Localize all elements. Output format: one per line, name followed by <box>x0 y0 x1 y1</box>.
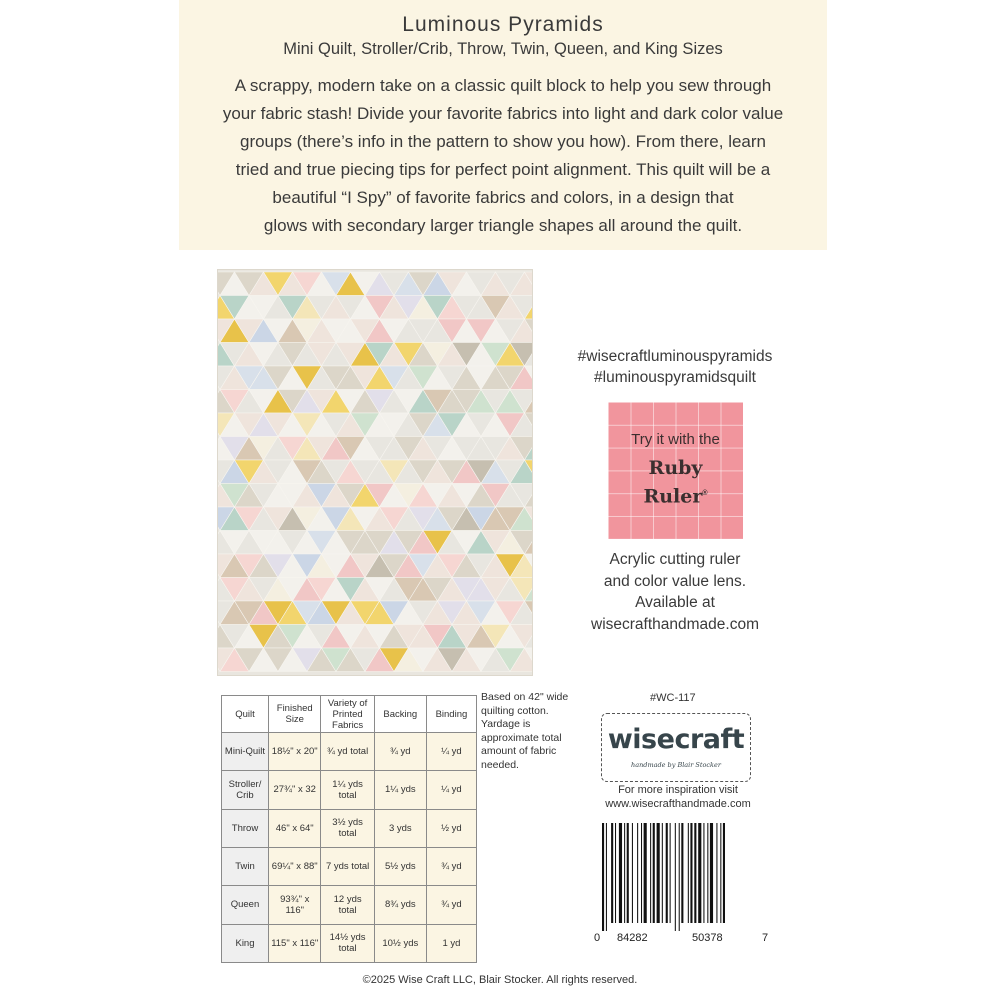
table-cell: 14½ yds total <box>321 924 374 962</box>
barcode-bar <box>602 823 604 931</box>
copyright: ©2025 Wise Craft LLC, Blair Stocker. All rights reserved. <box>362 974 638 986</box>
barcode-bar <box>688 823 689 923</box>
barcode-bar <box>650 823 651 923</box>
inspiration-text <box>582 784 774 811</box>
barcode-digit: 50378 <box>692 932 723 944</box>
wisecraft-logo <box>601 713 751 782</box>
column-header: Variety of Printed Fabrics <box>321 696 374 733</box>
table-cell: 27¾" x 32 <box>268 771 320 809</box>
barcode-bar <box>707 823 708 923</box>
table-cell: Twin <box>222 847 269 885</box>
ruler-description <box>555 549 795 635</box>
table-row <box>222 886 477 924</box>
description-line: A scrappy, modern take on a classic quilt block to help you sew through <box>234 76 772 95</box>
barcode-bar <box>653 823 655 923</box>
barcode-bar <box>703 823 704 923</box>
barcode-bar <box>611 823 613 923</box>
column-header: Quilt <box>222 696 269 733</box>
ruler-description-line: wisecrafthandmade.com <box>591 615 759 633</box>
yardage-note: Based on 42" wide quilting cotton. Yardage is approximate total amount of fabric needed. <box>481 691 569 771</box>
table-cell: 18½" x 20" <box>268 733 320 771</box>
column-header: Backing <box>374 696 426 733</box>
barcode-digit: 84282 <box>617 932 648 944</box>
table-cell: ¾ yd total <box>321 733 374 771</box>
description-line: glows with secondary larger triangle shapes all around the quilt. <box>263 216 743 235</box>
inspiration-line: For more inspiration visit <box>618 784 738 796</box>
table-cell: 3 yds <box>374 809 426 847</box>
barcode-digit: 0 <box>594 932 601 944</box>
pattern-header <box>179 0 827 250</box>
ruler-description-line: Acrylic cutting ruler <box>609 551 741 568</box>
barcode-bar <box>606 823 607 931</box>
ruby-ruler-image <box>608 402 743 539</box>
registered-mark: ® <box>702 490 708 497</box>
barcode-bar <box>662 823 663 923</box>
table-cell: 115" x 116" <box>268 924 320 962</box>
table-cell: ¼ yd <box>426 771 476 809</box>
barcode-bar <box>670 823 671 923</box>
column-header: Binding <box>426 696 476 733</box>
sku-label: #WC-117 <box>650 692 696 704</box>
barcode-bar <box>690 823 692 923</box>
table-cell: ¾ yd <box>374 733 426 771</box>
ruler-name <box>608 456 743 509</box>
barcode-digit: 7 <box>762 932 769 944</box>
page-subtitle: Mini Quilt, Stroller/Crib, Throw, Twin, Queen, and King Sizes <box>283 40 723 58</box>
barcode <box>590 821 775 946</box>
table-cell: ¼ yd <box>426 733 476 771</box>
table-cell: Queen <box>222 886 269 924</box>
barcode-bar <box>675 823 676 931</box>
table-cell: Throw <box>222 809 269 847</box>
barcode-bars <box>602 823 725 931</box>
logo-tagline: handmade by Blair Stocker <box>631 761 721 769</box>
table-cell: 10½ yds <box>374 924 426 962</box>
barcode-bar <box>644 823 647 923</box>
table-row <box>222 809 477 847</box>
table-cell: Stroller/ Crib <box>222 771 269 809</box>
quilt-illustration <box>218 270 532 675</box>
table-header-row <box>222 696 477 733</box>
quilt-photo <box>218 270 532 675</box>
barcode-bar <box>624 823 625 923</box>
page-title: Luminous Pyramids <box>402 13 604 36</box>
table-cell: King <box>222 924 269 962</box>
table-cell: 1¼ yds <box>374 771 426 809</box>
hashtag: #wisecraftluminouspyramids <box>577 348 773 365</box>
table-row <box>222 733 477 771</box>
table-cell: 69¼" x 88" <box>268 847 320 885</box>
ruler-description-line: Available at <box>635 594 715 611</box>
ruler-name-line <box>608 481 743 509</box>
description-line: beautiful “I Spy” of favorite fabrics and colors, in a design that <box>272 188 734 207</box>
table-cell: Mini-Quilt <box>222 733 269 771</box>
table-cell: 5½ yds <box>374 847 426 885</box>
description-line: your fabric stash! Divide your favorite fabrics into light and dark color value <box>222 104 784 123</box>
barcode-bar <box>716 823 717 923</box>
ruler-description-line: and color value lens. <box>603 572 747 590</box>
table-cell: ½ yd <box>426 809 476 847</box>
description-line: groups (there’s info in the pattern to show you how). From there, learn <box>239 132 766 151</box>
description <box>179 72 827 240</box>
ruler-name-line: Ruby <box>648 457 703 479</box>
table-cell: 8¾ yds <box>374 886 426 924</box>
table-cell: 12 yds total <box>321 886 374 924</box>
column-header: Finished Size <box>268 696 320 733</box>
barcode-bar <box>641 823 642 923</box>
barcode-bar <box>681 823 683 923</box>
description-line: tried and true piecing tips for perfect point alignment. This quilt will be a <box>235 160 771 179</box>
barcode-bar <box>723 823 725 923</box>
ruler-name-text: Ruler <box>643 485 703 508</box>
barcode-bar <box>679 823 680 931</box>
barcode-bar <box>632 823 633 923</box>
hashtags <box>555 346 795 388</box>
website-link[interactable]: www.wisecrafthandmade.com <box>605 797 751 810</box>
barcode-bar <box>619 823 622 923</box>
table-cell: 1 yd <box>426 924 476 962</box>
barcode-bar <box>710 823 713 923</box>
table-cell: 3½ yds total <box>321 809 374 847</box>
table-cell: ¾ yd <box>426 847 476 885</box>
barcode-bar <box>666 823 668 923</box>
table-cell: 1¼ yds total <box>321 771 374 809</box>
table-cell: ¾ yd <box>426 886 476 924</box>
barcode-bar <box>637 823 638 923</box>
barcode-bar <box>694 823 696 923</box>
barcode-bar <box>698 823 701 923</box>
barcode-bar <box>720 823 721 923</box>
table-cell: 7 yds total <box>321 847 374 885</box>
hashtag: #luminouspyramidsquilt <box>594 369 756 386</box>
barcode-bar <box>615 823 616 923</box>
barcode-bar <box>657 823 660 923</box>
table-cell: 93¾" x 116" <box>268 886 320 924</box>
table-cell: 46" x 64" <box>268 809 320 847</box>
table-row <box>222 771 477 809</box>
barcode-bar <box>627 823 629 923</box>
table-row <box>222 924 477 962</box>
yardage-table <box>221 695 477 963</box>
table-row <box>222 847 477 885</box>
ruler-try-label: Try it with the <box>631 431 720 448</box>
logo-wordmark: wisecraft <box>607 724 745 755</box>
